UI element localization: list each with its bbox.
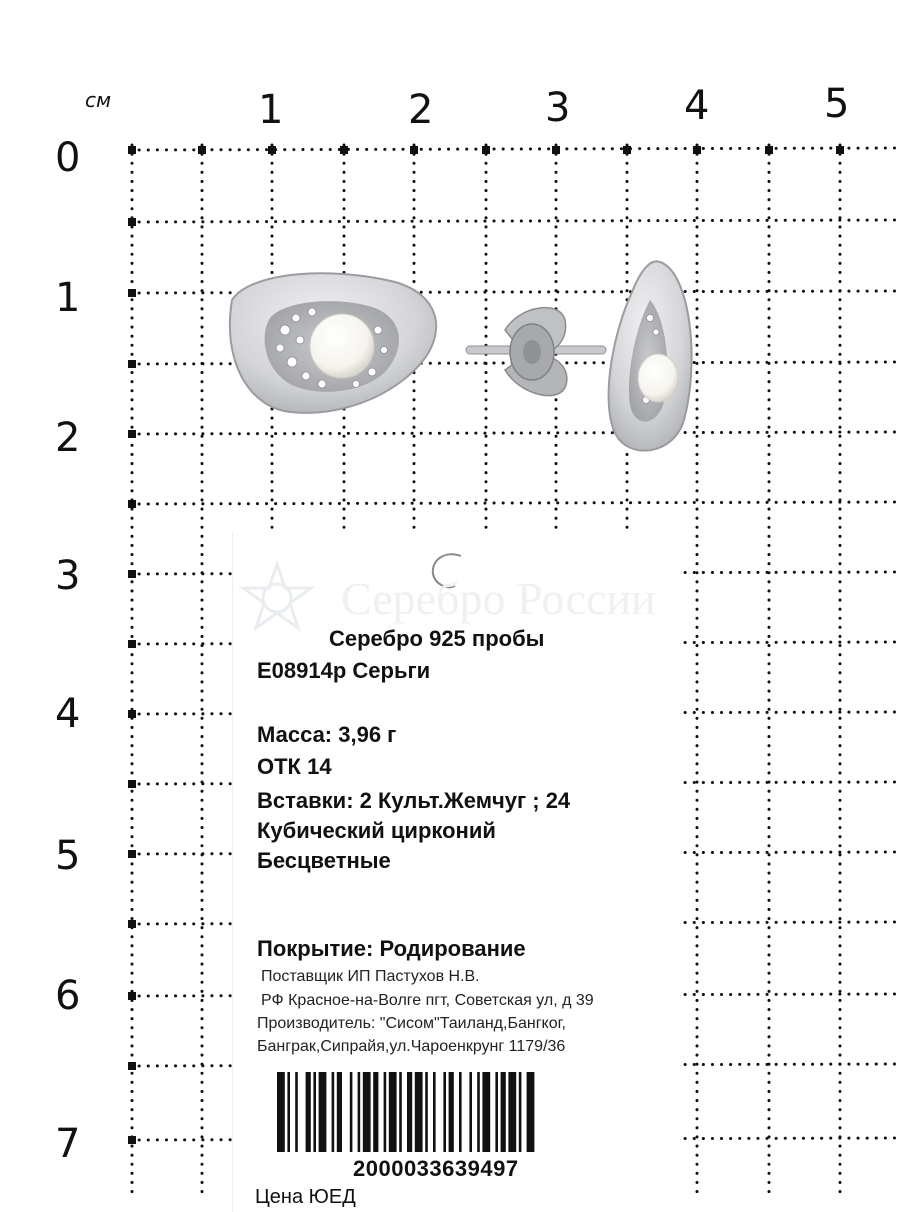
supplier-line-1: Поставщик ИП Пастухов Н.В. xyxy=(261,968,480,985)
left-mark-1: 1 xyxy=(55,275,81,321)
barcode-bar xyxy=(277,1072,285,1152)
inserts-line-3: Бесцветные xyxy=(257,848,391,873)
barcode-bar xyxy=(501,1072,506,1152)
barcode-bar xyxy=(350,1072,353,1152)
earring-side xyxy=(609,261,692,450)
barcode xyxy=(273,1072,633,1154)
barcode-bar xyxy=(459,1072,462,1152)
left-mark-6: 6 xyxy=(55,973,81,1019)
inserts-line-1: Вставки: 2 Культ.Жемчуг ; 24 xyxy=(257,788,571,813)
left-mark-3: 3 xyxy=(55,553,81,599)
barcode-bar xyxy=(449,1072,454,1152)
barcode-bar xyxy=(519,1072,522,1152)
maker-line-1: Производитель: "Сисом"Таиланд,Бангког, xyxy=(257,1015,566,1032)
top-mark-3: 3 xyxy=(545,85,571,131)
brand-star-logo xyxy=(237,560,317,640)
product-tag xyxy=(232,532,683,1212)
left-mark-0: 0 xyxy=(55,135,81,181)
earring-clasp xyxy=(466,308,606,396)
left-mark-7: 7 xyxy=(55,1121,81,1167)
brand-watermark: Серебро России xyxy=(341,573,656,624)
article-number: E08914р Серьги xyxy=(257,658,431,683)
barcode-bar xyxy=(407,1072,412,1152)
barcode-bar xyxy=(425,1072,428,1152)
barcode-bar xyxy=(495,1072,498,1152)
inserts-line-2: Кубический цирконий xyxy=(257,818,496,843)
mass-label: Масса: 3,96 г xyxy=(257,722,397,747)
barcode-bar xyxy=(337,1072,342,1152)
left-mark-5: 5 xyxy=(55,833,81,879)
barcode-bar xyxy=(295,1072,298,1152)
top-mark-1: 1 xyxy=(258,87,284,133)
barcode-bar xyxy=(373,1072,378,1152)
barcode-bar xyxy=(443,1072,446,1152)
barcode-bar xyxy=(313,1072,316,1152)
barcode-bar xyxy=(384,1072,387,1152)
coating-label: Покрытие: Родирование xyxy=(257,936,526,961)
metal-purity: Серебро 925 пробы xyxy=(329,626,545,651)
barcode-bar xyxy=(287,1072,290,1152)
maker-line-2: Банграк,Сипрайя,ул.Чароенкрунг 1179/36 xyxy=(257,1038,566,1055)
left-mark-4: 4 xyxy=(55,691,81,737)
barcode-bar xyxy=(332,1072,335,1152)
top-mark-5: 5 xyxy=(824,81,850,127)
barcode-bar xyxy=(415,1072,423,1152)
left-mark-2: 2 xyxy=(55,415,81,461)
barcode-bar xyxy=(477,1072,480,1152)
supplier-line-2: РФ Красное-на-Волге пгт, Советская ул, д 39 xyxy=(261,992,594,1009)
barcode-bar xyxy=(363,1072,371,1152)
top-mark-4: 4 xyxy=(684,83,710,129)
barcode-bar xyxy=(482,1072,490,1152)
otk-label: ОТК 14 xyxy=(257,754,332,779)
earring-front xyxy=(230,273,436,413)
barcode-bar xyxy=(433,1072,436,1152)
unit-label: см xyxy=(85,88,112,112)
price-label: Цена ЮЕД xyxy=(255,1186,356,1208)
barcode-bar xyxy=(399,1072,402,1152)
barcode-bar xyxy=(389,1072,397,1152)
barcode-number: 2000033639497 xyxy=(353,1156,519,1181)
top-mark-2: 2 xyxy=(408,87,434,133)
barcode-bar xyxy=(319,1072,327,1152)
barcode-bar xyxy=(358,1072,361,1152)
barcode-bar xyxy=(527,1072,535,1152)
barcode-bar xyxy=(469,1072,472,1152)
barcode-bar xyxy=(508,1072,516,1152)
barcode-bar xyxy=(306,1072,311,1152)
